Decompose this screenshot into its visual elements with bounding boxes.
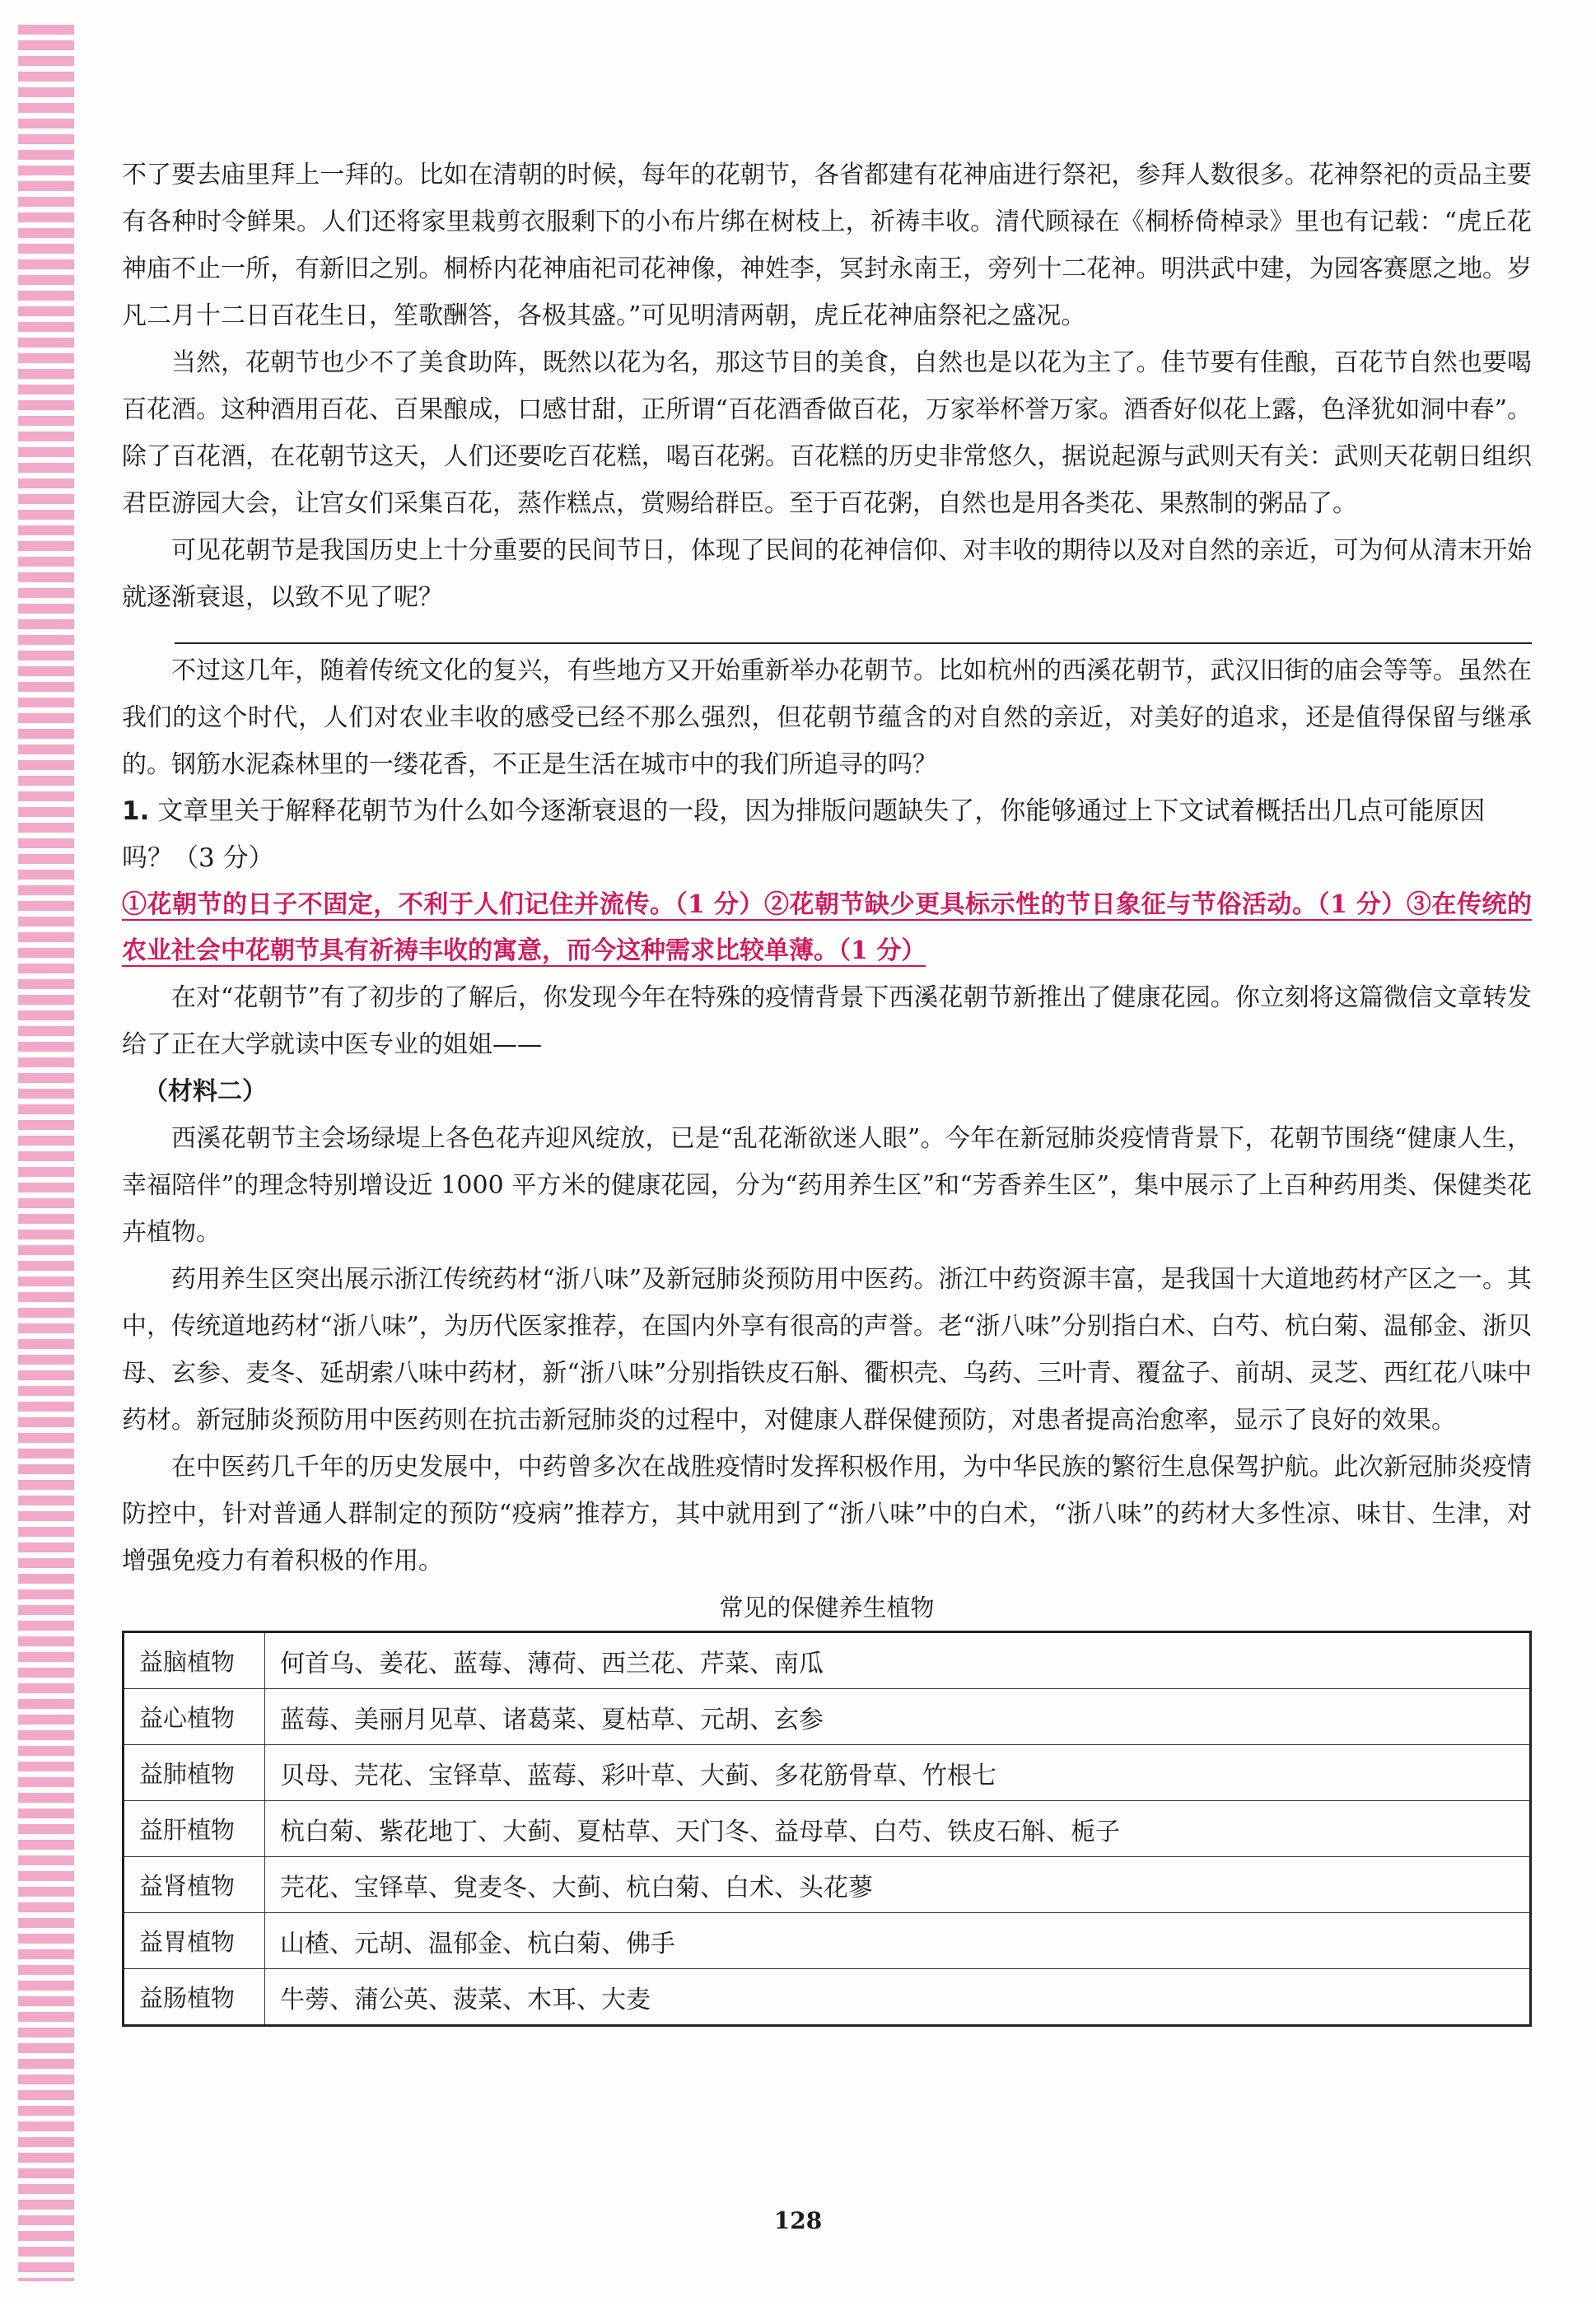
category-cell: 益肠植物 (124, 1969, 265, 2026)
paragraph: 在对“花朝节”有了初步的了解后，你发现今年在特殊的疫情背景下西溪花朝节新推出了健康花园。你立刻将这篇微信文章转发给了正在大学就读中医专业的姐姐—— (122, 983, 1532, 1059)
plants-cell: 山楂、元胡、温郁金、杭白菊、佛手 (265, 1913, 1531, 1969)
category-cell: 益脑植物 (124, 1632, 265, 1689)
page-content (122, 152, 1532, 2027)
table-row (124, 1632, 1531, 1689)
plants-cell: 牛蒡、蒲公英、菠菜、木耳、大麦 (265, 1969, 1531, 2026)
category-cell: 益肝植物 (124, 1801, 265, 1857)
table-row (124, 1857, 1531, 1913)
table-row (124, 1969, 1531, 2026)
paragraph: 当然，花朝节也少不了美食助阵，既然以花为名，那这节目的美食，自然也是以花为主了。佳节要有佳酿，百花节自然也要喝百花酒。这种酒用百花、百果酿成，口感甘甜，正所谓“百花酒香做百花，万家举杯誉万家。酒香好似花上露，色泽犹如洞中春”。除了百花酒，在花朝节这天，人们还要吃百花糕，喝百花粥。百花糕的历史非常悠久，据说起源与武则天有关：武则天花朝日组织君臣游园大会，让宫女们采集百花，蒸作糕点，赏赐给群臣。至于百花粥，自然也是用各类花、果熬制的粥品了。 (122, 348, 1532, 518)
table-title: 常见的保健养生植物 (719, 1594, 935, 1622)
table-row (124, 1801, 1531, 1857)
table-row (124, 1913, 1531, 1969)
material-label: （材料二） (143, 1077, 267, 1106)
plants-cell: 芫花、宝铎草、覍麦冬、大蓟、杭白菊、白术、头花蓼 (265, 1857, 1531, 1913)
table-row (124, 1689, 1531, 1745)
plants-cell: 何首乌、姜花、蓝莓、薄荷、西兰花、芹菜、南瓜 (265, 1632, 1531, 1689)
table-row (124, 1745, 1531, 1801)
paragraph: 不了要去庙里拜上一拜的。比如在清朝的时候，每年的花朝节，各省都建有花神庙进行祭祀，参拜人数很多。花神祭祀的贡品主要有各种时令鲜果。人们还将家里栽剪衣服剩下的小布片绑在树枝上，祈祷丰收。清代顾禄在《桐桥倚棹录》里也有记载：“虎丘花神庙不止一所，有新旧之别。桐桥内花神庙祀司花神像，神姓李，冥封永南王，旁列十二花神。明洪武中建，为园客赛愿之地。岁凡二月十二日百花生日，笙歌酬答，各极其盛。”可见明清两朝，虎丘花神庙祭祀之盛况。 (122, 161, 1532, 330)
question-1 (122, 788, 1532, 882)
plants-cell: 杭白菊、紫花地丁、大蓟、夏枯草、天门冬、益母草、白芍、铁皮石斛、栀子 (265, 1801, 1531, 1857)
category-cell: 益肺植物 (124, 1745, 265, 1801)
category-cell: 益胃植物 (124, 1913, 265, 1969)
question-number: 1. (122, 796, 150, 826)
plants-cell: 贝母、芫花、宝铎草、蓝莓、彩叶草、大蓟、多花筋骨草、竹根七 (265, 1745, 1531, 1801)
answer-text (122, 882, 1532, 974)
plants-cell: 蓝莓、美丽月见草、诸葛菜、夏枯草、元胡、玄参 (265, 1689, 1531, 1745)
paragraph: 在中医药几千年的历史发展中，中药曾多次在战胜疫情时发挥积极作用，为中华民族的繁衍生息保驾护航。此次新冠肺炎疫情防控中，针对普通人群制定的预防“疫病”推荐方，其中就用到了“浙八味”中的白术，“浙八味”的药材大多性凉、味甘、生津，对增强免疫力有着积极的作用。 (122, 1453, 1532, 1575)
category-cell: 益肾植物 (124, 1857, 265, 1913)
plants-table (122, 1631, 1532, 2027)
question-text: 文章里关于解释花朝节为什么如今逐渐衰退的一段，因为排版问题缺失了，你能够通过上下文试着概括出几点可能原因吗？（3 分） (122, 796, 1486, 873)
category-cell: 益心植物 (124, 1689, 265, 1745)
page-number: 128 (773, 2207, 823, 2234)
paragraph: 药用养生区突出展示浙江传统药材“浙八味”及新冠肺炎预防用中医药。浙江中药资源丰富，是我国十大道地药材产区之一。其中，传统道地药材“浙八味”，为历代医家推荐，在国内外享有很高的声誉。老“浙八味”分别指白术、白芍、杭白菊、温郁金、浙贝母、玄参、麦冬、延胡索八味中药材，新“浙八味”分别指铁皮石斛、衢枳壳、乌药、三叶青、覆盆子、前胡、灵芝、西红花八味中药材。新冠肺炎预防用中医药则在抗击新冠肺炎的过程中，对健康人群保健预防，对患者提高治愈率，显示了良好的效果。 (122, 1265, 1532, 1435)
paragraph: 可见花朝节是我国历史上十分重要的民间节日，体现了民间的花神信仰、对丰收的期待以及对自然的亲近，可为何从清末开始就逐渐衰退，以致不见了呢？ (122, 536, 1532, 612)
paragraph: 西溪花朝节主会场绿堤上各色花卉迎风绽放，已是“乱花渐欲迷人眼”。今年在新冠肺炎疫情背景下，花朝节围绕“健康人生，幸福陪伴”的理念特别增设近 1000 平方米的健康花园，分为“药用养生区”和“芳香养生区”，集中展示了上百种药用类、保健类花卉植物。 (122, 1124, 1532, 1247)
left-margin-decoration (18, 25, 74, 2281)
answer-underlined: ①花朝节的日子不固定，不利于人们记住并流传。（1 分）②花朝节缺少更具标示性的节日象征与节俗活动。（1 分）③在传统的农业社会中花朝节具有祈祷丰收的寓意，而今这种需求比较单薄。（1 分） (122, 890, 1532, 965)
missing-paragraph-line (175, 642, 1532, 644)
paragraph: 不过这几年，随着传统文化的复兴，有些地方又开始重新举办花朝节。比如杭州的西溪花朝节，武汉旧街的庙会等等。虽然在我们的这个时代，人们对农业丰收的感受已经不那么强烈，但花朝节蕴含的对自然的亲近，对美好的追求，还是值得保留与继承的。钢筋水泥森林里的一缕花香，不正是生活在城市中的我们所追寻的吗？ (122, 656, 1532, 779)
